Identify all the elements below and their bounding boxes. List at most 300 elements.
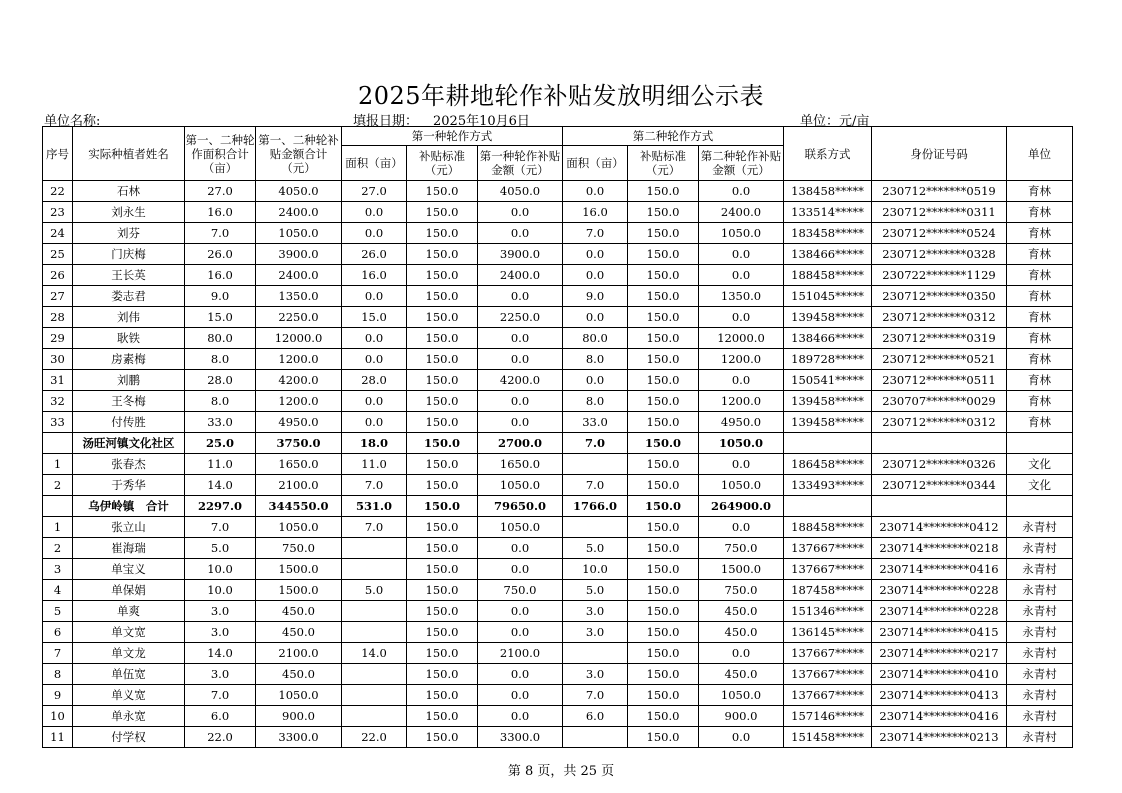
g1-amount-cell: 0.0	[478, 622, 563, 643]
amount-total-cell: 4200.0	[256, 370, 342, 391]
g2-area-cell: 0.0	[563, 370, 628, 391]
table-row	[43, 538, 1073, 559]
g2-std-cell: 150.0	[628, 559, 699, 580]
contact-cell: 137667*****	[784, 643, 872, 664]
g2-area-cell: 8.0	[563, 349, 628, 370]
id-cell: 230714********0416	[872, 706, 1007, 727]
amount-total-cell: 4050.0	[256, 181, 342, 202]
contact-cell: 151458*****	[784, 727, 872, 748]
id-cell: 230714********0410	[872, 664, 1007, 685]
g2-area-cell: 7.0	[563, 685, 628, 706]
name-cell: 于秀华	[73, 475, 185, 496]
g2-area-cell: 80.0	[563, 328, 628, 349]
g1-amount-cell: 2100.0	[478, 643, 563, 664]
g1-std-cell: 150.0	[407, 370, 478, 391]
name-cell: 单宝义	[73, 559, 185, 580]
unit-cell	[1007, 496, 1073, 517]
g1-std-cell: 150.0	[407, 328, 478, 349]
id-cell: 230714********0213	[872, 727, 1007, 748]
id-cell	[872, 433, 1007, 454]
contact-cell: 139458*****	[784, 307, 872, 328]
g1-area-cell: 28.0	[342, 370, 407, 391]
area-total-cell: 5.0	[185, 538, 256, 559]
contact-cell: 138458*****	[784, 181, 872, 202]
seq-cell: 9	[43, 685, 73, 706]
g2-area-cell: 8.0	[563, 391, 628, 412]
table-row	[43, 391, 1073, 412]
area-total-cell: 11.0	[185, 454, 256, 475]
amount-total-cell: 1050.0	[256, 517, 342, 538]
g2-area-cell: 16.0	[563, 202, 628, 223]
fill-date: 2025年10月6日	[433, 114, 530, 129]
g2-area-cell: 7.0	[563, 475, 628, 496]
area-total-cell: 25.0	[185, 433, 256, 454]
contact-cell: 157146*****	[784, 706, 872, 727]
name-cell: 耿铁	[73, 328, 185, 349]
contact-cell: 139458*****	[784, 391, 872, 412]
g1-area-cell: 0.0	[342, 286, 407, 307]
area-total-cell: 2297.0	[185, 496, 256, 517]
area-total-cell: 3.0	[185, 622, 256, 643]
g1-std-cell: 150.0	[407, 538, 478, 559]
unit-cell: 永青村	[1007, 622, 1073, 643]
amount-total-cell: 1350.0	[256, 286, 342, 307]
area-total-cell: 7.0	[185, 223, 256, 244]
contact-cell	[784, 496, 872, 517]
contact-cell: 138466*****	[784, 328, 872, 349]
g2-std-cell: 150.0	[628, 643, 699, 664]
g1-std-cell: 150.0	[407, 643, 478, 664]
table-row	[43, 601, 1073, 622]
seq-cell	[43, 433, 73, 454]
g2-area-cell: 7.0	[563, 223, 628, 244]
seq-cell: 6	[43, 622, 73, 643]
g1-area-cell: 18.0	[342, 433, 407, 454]
unit-cell: 育林	[1007, 244, 1073, 265]
header-area-total: 第一、二种轮作面积合计（亩）	[185, 127, 256, 181]
table-row	[43, 685, 1073, 706]
unit-cell: 育林	[1007, 223, 1073, 244]
id-cell: 230714********0228	[872, 580, 1007, 601]
contact-cell: 137667*****	[784, 685, 872, 706]
id-cell: 230712*******0519	[872, 181, 1007, 202]
amount-total-cell: 450.0	[256, 664, 342, 685]
unit-cell: 文化	[1007, 475, 1073, 496]
contact-cell: 189728*****	[784, 349, 872, 370]
g2-std-cell: 150.0	[628, 433, 699, 454]
header-unit: 单位	[1007, 127, 1073, 181]
g2-amount-cell: 4950.0	[699, 412, 784, 433]
g1-std-cell: 150.0	[407, 727, 478, 748]
g2-std-cell: 150.0	[628, 370, 699, 391]
g1-amount-cell: 3900.0	[478, 244, 563, 265]
g2-std-cell: 150.0	[628, 349, 699, 370]
seq-cell: 10	[43, 706, 73, 727]
g1-std-cell: 150.0	[407, 601, 478, 622]
area-total-cell: 14.0	[185, 643, 256, 664]
id-cell: 230712*******0511	[872, 370, 1007, 391]
g1-std-cell: 150.0	[407, 580, 478, 601]
amount-total-cell: 2100.0	[256, 475, 342, 496]
table-row	[43, 349, 1073, 370]
g1-std-cell: 150.0	[407, 391, 478, 412]
id-cell: 230712*******0328	[872, 244, 1007, 265]
area-total-cell: 80.0	[185, 328, 256, 349]
header-seq: 序号	[43, 127, 73, 181]
contact-cell: 151045*****	[784, 286, 872, 307]
amount-total-cell: 3750.0	[256, 433, 342, 454]
amount-total-cell: 1500.0	[256, 580, 342, 601]
g2-std-cell: 150.0	[628, 601, 699, 622]
g1-std-cell: 150.0	[407, 265, 478, 286]
area-total-cell: 9.0	[185, 286, 256, 307]
header-contact: 联系方式	[784, 127, 872, 181]
g1-area-cell: 22.0	[342, 727, 407, 748]
g1-area-cell: 7.0	[342, 475, 407, 496]
header-g2-area: 面积（亩）	[563, 146, 628, 181]
amount-total-cell: 1200.0	[256, 391, 342, 412]
table-row	[43, 580, 1073, 601]
g1-std-cell: 150.0	[407, 496, 478, 517]
name-cell: 刘永生	[73, 202, 185, 223]
area-total-cell: 7.0	[185, 685, 256, 706]
g2-amount-cell: 1200.0	[699, 349, 784, 370]
seq-cell: 24	[43, 223, 73, 244]
page-title: 2025年耕地轮作补贴发放明细公示表	[357, 82, 765, 110]
g1-area-cell	[342, 622, 407, 643]
id-cell: 230714********0217	[872, 643, 1007, 664]
contact-cell: 150541*****	[784, 370, 872, 391]
g1-std-cell: 150.0	[407, 349, 478, 370]
g2-std-cell: 150.0	[628, 286, 699, 307]
amount-total-cell: 3900.0	[256, 244, 342, 265]
name-cell: 付传胜	[73, 412, 185, 433]
unit-cell: 育林	[1007, 412, 1073, 433]
seq-cell: 8	[43, 664, 73, 685]
g2-std-cell: 150.0	[628, 664, 699, 685]
name-cell: 乌伊岭镇 合计	[73, 496, 185, 517]
g1-amount-cell: 1650.0	[478, 454, 563, 475]
id-cell: 230707*******0029	[872, 391, 1007, 412]
g2-amount-cell: 900.0	[699, 706, 784, 727]
contact-cell	[784, 433, 872, 454]
g1-amount-cell: 0.0	[478, 685, 563, 706]
contact-cell: 139458*****	[784, 412, 872, 433]
g2-std-cell: 150.0	[628, 412, 699, 433]
header-group-2: 第二种轮作方式	[563, 127, 784, 146]
id-cell: 230714********0416	[872, 559, 1007, 580]
name-cell: 石林	[73, 181, 185, 202]
g1-area-cell	[342, 538, 407, 559]
contact-cell: 137667*****	[784, 664, 872, 685]
g1-area-cell: 16.0	[342, 265, 407, 286]
seq-cell: 22	[43, 181, 73, 202]
g2-std-cell: 150.0	[628, 685, 699, 706]
g1-area-cell: 0.0	[342, 412, 407, 433]
name-cell: 王长英	[73, 265, 185, 286]
id-cell	[872, 496, 1007, 517]
table-row	[43, 244, 1073, 265]
name-cell: 张春杰	[73, 454, 185, 475]
g2-std-cell: 150.0	[628, 580, 699, 601]
table-row	[43, 286, 1073, 307]
g1-area-cell: 0.0	[342, 328, 407, 349]
g1-area-cell: 0.0	[342, 202, 407, 223]
g1-amount-cell: 0.0	[478, 601, 563, 622]
g2-area-cell: 1766.0	[563, 496, 628, 517]
id-cell: 230714********0413	[872, 685, 1007, 706]
name-cell: 门庆梅	[73, 244, 185, 265]
contact-cell: 133514*****	[784, 202, 872, 223]
unit-cell: 育林	[1007, 181, 1073, 202]
unit-cell: 育林	[1007, 307, 1073, 328]
g2-amount-cell: 0.0	[699, 265, 784, 286]
g2-area-cell: 6.0	[563, 706, 628, 727]
amount-total-cell: 344550.0	[256, 496, 342, 517]
g1-std-cell: 150.0	[407, 433, 478, 454]
contact-cell: 187458*****	[784, 580, 872, 601]
unit-cell: 育林	[1007, 391, 1073, 412]
seq-cell: 26	[43, 265, 73, 286]
seq-cell: 2	[43, 538, 73, 559]
g2-amount-cell: 0.0	[699, 517, 784, 538]
table-row	[43, 328, 1073, 349]
g1-std-cell: 150.0	[407, 223, 478, 244]
id-cell: 230712*******0311	[872, 202, 1007, 223]
g1-std-cell: 150.0	[407, 559, 478, 580]
area-total-cell: 26.0	[185, 244, 256, 265]
g1-amount-cell: 2400.0	[478, 265, 563, 286]
g1-amount-cell: 0.0	[478, 349, 563, 370]
name-cell: 张立山	[73, 517, 185, 538]
g1-area-cell: 15.0	[342, 307, 407, 328]
header-g2-std: 补贴标准（元）	[628, 146, 699, 181]
g2-amount-cell: 0.0	[699, 370, 784, 391]
g2-amount-cell: 0.0	[699, 307, 784, 328]
table-row	[43, 517, 1073, 538]
subtotal-row	[43, 496, 1073, 517]
seq-cell: 33	[43, 412, 73, 433]
g1-amount-cell: 0.0	[478, 538, 563, 559]
g2-area-cell: 5.0	[563, 538, 628, 559]
id-cell: 230714********0415	[872, 622, 1007, 643]
g2-amount-cell: 0.0	[699, 181, 784, 202]
g1-amount-cell: 0.0	[478, 202, 563, 223]
g2-amount-cell: 1050.0	[699, 685, 784, 706]
g2-area-cell: 3.0	[563, 622, 628, 643]
area-total-cell: 16.0	[185, 265, 256, 286]
contact-cell: 138466*****	[784, 244, 872, 265]
header-id: 身份证号码	[872, 127, 1007, 181]
g2-amount-cell: 1350.0	[699, 286, 784, 307]
g1-area-cell: 14.0	[342, 643, 407, 664]
area-total-cell: 10.0	[185, 580, 256, 601]
g2-amount-cell: 750.0	[699, 538, 784, 559]
g1-amount-cell: 4200.0	[478, 370, 563, 391]
name-cell: 单文宽	[73, 622, 185, 643]
g1-std-cell: 150.0	[407, 412, 478, 433]
area-total-cell: 15.0	[185, 307, 256, 328]
seq-cell: 4	[43, 580, 73, 601]
contact-cell: 151346*****	[784, 601, 872, 622]
g2-area-cell: 9.0	[563, 286, 628, 307]
unit-cell: 文化	[1007, 454, 1073, 475]
g2-area-cell: 5.0	[563, 580, 628, 601]
g1-area-cell: 0.0	[342, 223, 407, 244]
g2-std-cell: 150.0	[628, 307, 699, 328]
page-footer: 第 8 页，共 25 页	[507, 764, 615, 779]
g2-std-cell: 150.0	[628, 706, 699, 727]
g2-area-cell	[563, 727, 628, 748]
seq-cell: 7	[43, 643, 73, 664]
id-cell: 230712*******0319	[872, 328, 1007, 349]
g2-amount-cell: 1050.0	[699, 223, 784, 244]
header-g1-std: 补贴标准（元）	[407, 146, 478, 181]
name-cell: 单文龙	[73, 643, 185, 664]
id-cell: 230714********0412	[872, 517, 1007, 538]
table-row	[43, 412, 1073, 433]
g1-area-cell	[342, 664, 407, 685]
table-row	[43, 307, 1073, 328]
g1-amount-cell: 1050.0	[478, 517, 563, 538]
g1-area-cell	[342, 706, 407, 727]
name-cell: 单保娟	[73, 580, 185, 601]
seq-cell: 1	[43, 454, 73, 475]
amount-total-cell: 12000.0	[256, 328, 342, 349]
g2-amount-cell: 450.0	[699, 622, 784, 643]
g2-amount-cell: 750.0	[699, 580, 784, 601]
g1-std-cell: 150.0	[407, 685, 478, 706]
unit-cell: 育林	[1007, 349, 1073, 370]
area-total-cell: 6.0	[185, 706, 256, 727]
g1-area-cell: 531.0	[342, 496, 407, 517]
unit-cell: 永青村	[1007, 664, 1073, 685]
name-cell: 付学权	[73, 727, 185, 748]
name-cell: 娄志君	[73, 286, 185, 307]
unit-cell: 育林	[1007, 265, 1073, 286]
amount-total-cell: 4950.0	[256, 412, 342, 433]
seq-cell: 30	[43, 349, 73, 370]
seq-cell: 3	[43, 559, 73, 580]
table-row	[43, 265, 1073, 286]
g2-area-cell: 0.0	[563, 244, 628, 265]
amount-total-cell: 3300.0	[256, 727, 342, 748]
g2-amount-cell: 12000.0	[699, 328, 784, 349]
g1-amount-cell: 0.0	[478, 286, 563, 307]
table-header	[43, 127, 1073, 181]
header-group-1: 第一种轮作方式	[342, 127, 563, 146]
contact-cell: 137667*****	[784, 559, 872, 580]
amount-total-cell: 1050.0	[256, 223, 342, 244]
id-cell: 230712*******0344	[872, 475, 1007, 496]
seq-cell: 32	[43, 391, 73, 412]
table-row	[43, 181, 1073, 202]
seq-cell: 29	[43, 328, 73, 349]
g2-std-cell: 150.0	[628, 475, 699, 496]
g2-std-cell: 150.0	[628, 244, 699, 265]
g1-area-cell	[342, 685, 407, 706]
seq-cell: 28	[43, 307, 73, 328]
g2-area-cell: 0.0	[563, 307, 628, 328]
id-cell: 230712*******0350	[872, 286, 1007, 307]
seq-cell	[43, 496, 73, 517]
g2-area-cell	[563, 517, 628, 538]
g1-std-cell: 150.0	[407, 664, 478, 685]
g1-amount-cell: 0.0	[478, 706, 563, 727]
g1-std-cell: 150.0	[407, 517, 478, 538]
g1-amount-cell: 4050.0	[478, 181, 563, 202]
contact-cell: 136145*****	[784, 622, 872, 643]
unit-label: 单位：元/亩	[800, 114, 870, 129]
table-row	[43, 727, 1073, 748]
g1-area-cell: 11.0	[342, 454, 407, 475]
table-row	[43, 643, 1073, 664]
amount-total-cell: 2250.0	[256, 307, 342, 328]
unit-cell: 永青村	[1007, 517, 1073, 538]
amount-total-cell: 1200.0	[256, 349, 342, 370]
g2-std-cell: 150.0	[628, 496, 699, 517]
g2-amount-cell: 1050.0	[699, 433, 784, 454]
g2-std-cell: 150.0	[628, 454, 699, 475]
unit-cell	[1007, 433, 1073, 454]
area-total-cell: 3.0	[185, 601, 256, 622]
g1-amount-cell: 0.0	[478, 223, 563, 244]
header-name: 实际种植者姓名	[73, 127, 185, 181]
g1-amount-cell: 2250.0	[478, 307, 563, 328]
table-row	[43, 370, 1073, 391]
g1-amount-cell: 79650.0	[478, 496, 563, 517]
amount-total-cell: 1500.0	[256, 559, 342, 580]
g1-area-cell: 7.0	[342, 517, 407, 538]
area-total-cell: 7.0	[185, 517, 256, 538]
unit-cell: 永青村	[1007, 643, 1073, 664]
g1-amount-cell: 2700.0	[478, 433, 563, 454]
header-g1-amount: 第一种轮作补贴金额（元）	[478, 146, 563, 181]
g2-amount-cell: 1200.0	[699, 391, 784, 412]
g1-std-cell: 150.0	[407, 475, 478, 496]
g2-amount-cell: 0.0	[699, 727, 784, 748]
unit-cell: 育林	[1007, 202, 1073, 223]
amount-total-cell: 2100.0	[256, 643, 342, 664]
header-g2-amount: 第二种轮作补贴金额（元）	[699, 146, 784, 181]
unit-cell: 永青村	[1007, 580, 1073, 601]
area-total-cell: 16.0	[185, 202, 256, 223]
table-row	[43, 559, 1073, 580]
g2-std-cell: 150.0	[628, 181, 699, 202]
table-row	[43, 622, 1073, 643]
table-row	[43, 706, 1073, 727]
g2-std-cell: 150.0	[628, 265, 699, 286]
g2-amount-cell: 450.0	[699, 601, 784, 622]
amount-total-cell: 2400.0	[256, 265, 342, 286]
seq-cell: 23	[43, 202, 73, 223]
contact-cell: 133493*****	[784, 475, 872, 496]
unit-cell: 永青村	[1007, 601, 1073, 622]
g1-amount-cell: 3300.0	[478, 727, 563, 748]
amount-total-cell: 900.0	[256, 706, 342, 727]
amount-total-cell: 450.0	[256, 601, 342, 622]
g1-area-cell: 0.0	[342, 349, 407, 370]
g2-area-cell	[563, 643, 628, 664]
table-row	[43, 223, 1073, 244]
name-cell: 汤旺河镇文化社区	[73, 433, 185, 454]
g2-area-cell: 0.0	[563, 265, 628, 286]
g1-amount-cell: 0.0	[478, 664, 563, 685]
g2-amount-cell: 2400.0	[699, 202, 784, 223]
unit-cell: 永青村	[1007, 685, 1073, 706]
contact-cell: 188458*****	[784, 265, 872, 286]
g2-amount-cell: 0.0	[699, 643, 784, 664]
